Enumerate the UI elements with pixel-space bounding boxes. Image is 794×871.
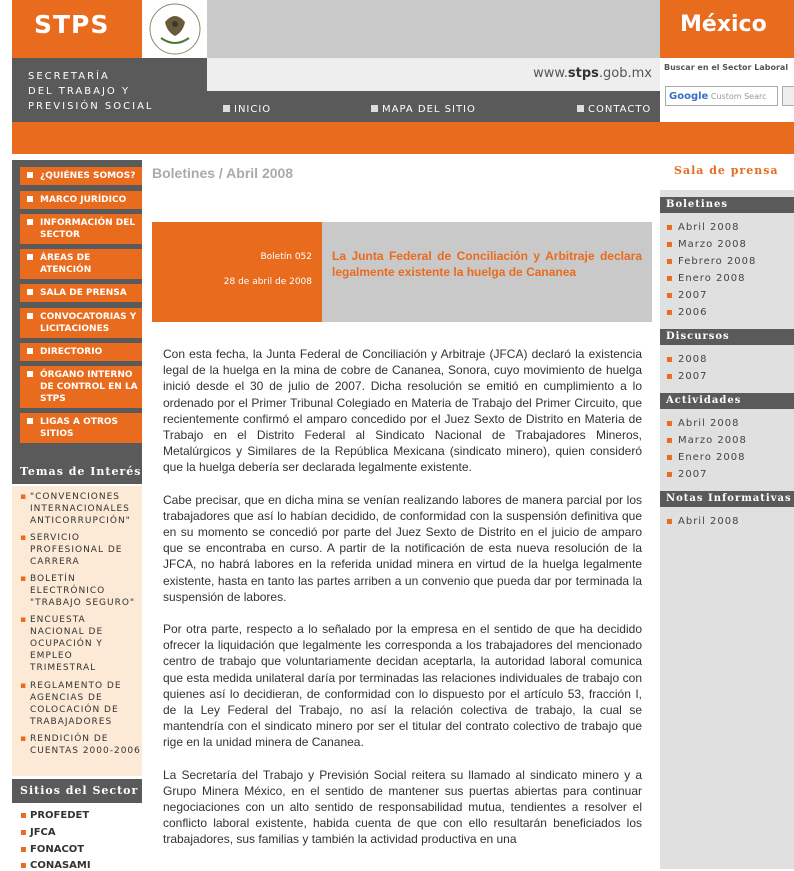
top-nav [207,91,660,122]
sitio-fonacot[interactable]: ▪ FONACOT [20,844,84,855]
secretaria-title [12,58,207,122]
discursos-heading: Discursos [660,329,794,345]
secretaria-line: DEL TRABAJO Y [28,86,131,97]
url-domain: stps [567,66,599,81]
actividades-link[interactable]: ▪ Enero 2008 [666,452,745,463]
article-paragraph: Por otra parte, respecto a lo señalado por la empresa en el sentido de que ha decidido ofrecer la liquidación que legalmente les corresponda a los trabajadores del mencionado centro de trabajo que voluntariamente decidan aceptarla, la autoridad laboral comunica que esta medida unilateral daría por terminadas las relaciones individuales de trabajo con quienes así lo decidieran, de conformidad con lo dispuesto por el artículo 53, fracción I, de la Ley Federal del Trabajo, no así la relación colectiva de trabajo, la cual se mantendría con el sindicato minero por ser el titular del contrato colectivo de trabajo que rige en la unidad minera de Cananea. [163,622,642,750]
secretaria-line: PREVISIÓN SOCIAL [28,101,154,112]
notas-heading: Notas Informativas [660,491,794,507]
site-url [207,58,660,91]
tema-item[interactable]: ▪ ENCUESTA NACIONAL DE OCUPACIÓN Y EMPLEO TRIMESTRAL [20,614,142,674]
search-label: Buscar en el Sector Laboral [664,63,789,72]
sitio-conasami[interactable]: ▪ CONASAMI [20,860,91,871]
discursos-link[interactable]: ▪ 2008 [666,354,707,365]
logo-text: STPS [34,10,110,39]
actividades-link[interactable]: ▪ Abril 2008 [666,418,739,429]
google-logo: Google [669,91,709,102]
boletines-link[interactable]: ▪ Enero 2008 [666,273,745,284]
nav-mapa-del-sitio[interactable]: MAPA DEL SITIO [371,104,476,115]
search-button[interactable] [782,86,794,106]
sitio-profedet[interactable]: ▪ PROFEDET [20,810,89,821]
tema-item[interactable]: ▪ "CONVENCIONES INTERNACIONALES ANTICORRUPCIÓN" [20,491,142,527]
tema-item[interactable]: ▪ SERVICIO PROFESIONAL DE CARRERA [20,532,142,568]
bulletin-title: La Junta Federal de Conciliación y Arbitraje declara legalmente existente la huelga de Cananea [322,222,652,322]
eagle-seal-icon [147,2,203,56]
article-paragraph: La Secretaría del Trabajo y Previsión Social reitera su llamado al sindicato minero y a Grupo Minera México, en el sentido de mantener sus puertas abiertas para continuar negociaciones con un alto sentido de responsabilidad mutua, tendientes a resolver el conflicto laboral existente, habida cuenta de que con ello resultarán beneficiados los trabajadores, sus familias y también la actividad productiva en una [163,767,642,847]
discursos-link[interactable]: ▪ 2007 [666,371,707,382]
orange-band [12,122,794,154]
menu-informacion-sector[interactable]: INFORMACIÓN DEL SECTOR [20,214,142,244]
boletines-link[interactable]: ▪ 2007 [666,290,707,301]
header-banner [207,0,660,58]
boletines-link[interactable]: ▪ Febrero 2008 [666,256,756,267]
menu-ligas[interactable]: LIGAS A OTROS SITIOS [20,413,142,443]
url-suffix: .gob.mx [598,66,652,81]
menu-marco-juridico[interactable]: MARCO JURÍDICO [20,191,142,209]
sitio-jfca[interactable]: ▪ JFCA [20,827,56,838]
bulletin-number: Boletín 052 [260,252,312,262]
actividades-link[interactable]: ▪ Marzo 2008 [666,435,747,446]
search-input[interactable] [665,86,778,106]
menu-sala-prensa[interactable]: SALA DE PRENSA [20,284,142,302]
url-prefix: www. [533,66,568,81]
boletines-link[interactable]: ▪ Marzo 2008 [666,239,747,250]
tema-item[interactable]: ▪ BOLETÍN ELECTRÓNICO "TRABAJO SEGURO" [20,573,142,609]
mexico-logo[interactable] [660,0,794,58]
country-text: México [680,12,767,37]
menu-quienes-somos[interactable]: ¿QUIÉNES SOMOS? [20,167,142,185]
article-body [163,346,642,864]
boletines-heading: Boletines [660,197,794,213]
secretaria-line: SECRETARÍA [28,71,110,82]
mexico-seal [143,0,207,58]
bulletin-meta [152,222,322,322]
article-paragraph: Cabe precisar, que en dicha mina se venían realizando labores de manera parcial por los trabajadores que así lo habían decidido, de conformidad con la suspensión definitiva que en su momento se concedió por parte del Juez Sexto de Distrito en el juicio de amparo que se encontraba en curso. A partir de la notificación de esta nueva resolución de la JFCA, no habrá labores en la referida unidad minera en virtud de la huelga legalmente existente, hasta en tanto las partes arriben a un convenio que pueda dar por terminada la suspensión de labores. [163,492,642,604]
nav-contacto[interactable]: CONTACTO [577,104,651,115]
menu-areas-atencion[interactable]: ÁREAS DE ATENCIÓN [20,249,142,279]
breadcrumb: Boletines / Abril 2008 [152,165,294,181]
tema-item[interactable]: ▪ RENDICIÓN DE CUENTAS 2000-2006 [20,733,142,757]
boletines-link[interactable]: ▪ Abril 2008 [666,222,739,233]
sala-prensa-title: Sala de prensa [660,154,794,190]
nav-inicio[interactable]: INICIO [223,104,271,115]
menu-organo-interno[interactable]: ÓRGANO INTERNO DE CONTROL EN LA STPS [20,366,142,408]
boletines-link[interactable]: ▪ 2006 [666,307,707,318]
notas-link[interactable]: ▪ Abril 2008 [666,516,739,527]
search-placeholder: Custom Searc [710,92,767,101]
actividades-link[interactable]: ▪ 2007 [666,469,707,480]
sitios-heading: Sitios del Sector [12,779,142,803]
tema-item[interactable]: ▪ REGLAMENTO DE AGENCIAS DE COLOCACIÓN DE TRABAJADORES [20,680,142,728]
article-paragraph: Con esta fecha, la Junta Federal de Conciliación y Arbitraje (JFCA) declaró la existencia legal de la huelga en la mina de cobre de Cananea, Sonora, cuyo movimiento de huelga inició desde el 30 de julio de 2007. Dicha resolución se emitió en cumplimiento a lo ordenado por el Primer Tribunal Colegiado en Materia de Trabajo del Primer Circuito, que recientemente confirmó el amparo concedido por el Juez Sexto de Distrito en Materia de Trabajo en el Distrito Federal al Sindicato Nacional de Trabajadores Mineros, Metalúrgicos y Similares de la República Mexicana (sindicato minero), quien consideró que la huelga debería ser declarada legalmente existente. [163,347,642,475]
actividades-heading: Actividades [660,393,794,409]
bulletin-date: 28 de abril de 2008 [223,277,312,287]
menu-directorio[interactable]: DIRECTORIO [20,343,142,361]
stps-logo[interactable] [12,0,142,58]
menu-convocatorias[interactable]: CONVOCATORIAS Y LICITACIONES [20,308,142,338]
temas-heading: Temas de Interés [12,460,142,484]
